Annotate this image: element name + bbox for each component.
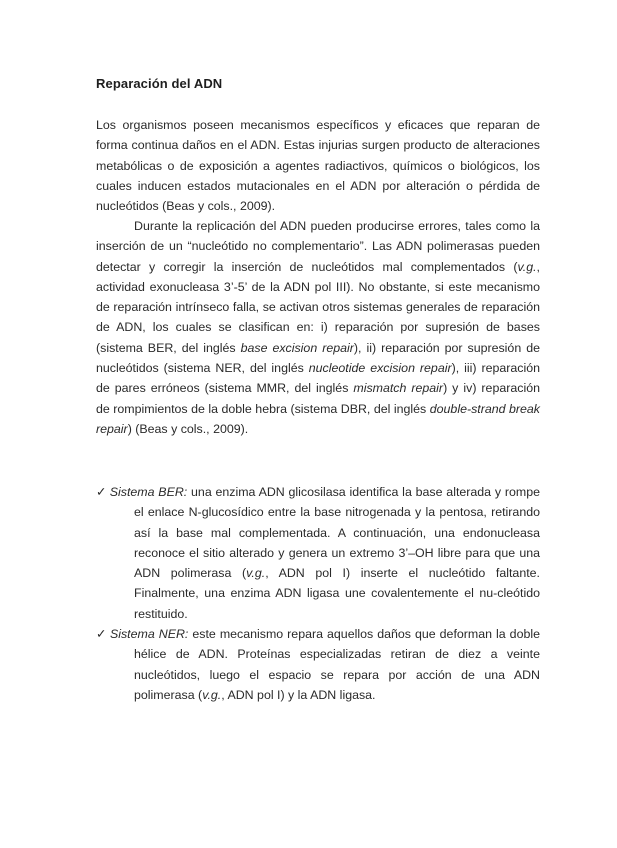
- paragraph-replication: [96, 216, 540, 439]
- list-item-lead: [96, 485, 187, 499]
- list-item-text: , ADN pol I) inserte el nucleótido faltante. Finalmente, una enzima ADN ligasa une covalentemente el nu-cleótido restituido.: [134, 566, 540, 621]
- list-item-text: este mecanismo repara aquellos daños que deforman la doble hélice de ADN. Proteínas especializadas retiran de diez a veinte nucleótidos, luego el espacio se repara por acción de una ADN polimerasa (: [134, 627, 541, 702]
- section-heading: Reparación del ADN: [96, 76, 223, 91]
- list-item-term: Sistema NER:: [109, 627, 189, 641]
- paragraph-text: ) (Beas y cols., 2009).: [127, 421, 249, 436]
- term-dbr-english: double-strand break repair: [96, 401, 540, 436]
- paragraph-text: Durante la replicación del ADN pueden producirse errores, tales como la inserción de un “nucleótido no complementario”. Las ADN polimerasas pueden detectar y corregir la inserción de nucleótidos mal complementados (: [96, 219, 540, 274]
- list-item-ber: [96, 482, 540, 624]
- checkmark-icon: ✓: [96, 485, 107, 499]
- paragraph-text: ), iii) reparación de pares erróneos (sistema MMR, del inglés: [96, 361, 541, 396]
- paragraph-text: , actividad exonucleasa 3’-5’ de la ADN pol III). No obstante, si este mecanismo de reparación intrínseco falla, se activan otros sistemas generales de reparación de ADN, los cuales se clasifican en: i) reparación por supresión de bases (sistema BER, del inglés: [96, 259, 540, 355]
- term-ber-english: base excision repair: [240, 340, 354, 355]
- checkmark-icon: ✓: [96, 627, 107, 641]
- list-item-lead: [96, 627, 188, 641]
- abbrev-vg: v.g.: [202, 687, 222, 702]
- list-item-ner: [96, 624, 540, 705]
- term-mmr-english: mismatch repair: [353, 381, 444, 396]
- abbrev-vg: v.g.: [517, 259, 537, 274]
- paragraph-text: ), ii) reparación por supresión de nucleótidos (sistema NER, del inglés: [96, 340, 540, 376]
- list-item-term: Sistema BER:: [109, 485, 188, 499]
- abbrev-vg: v.g.: [246, 566, 266, 581]
- list-item-text: , ADN pol I) y la ADN ligasa.: [221, 687, 376, 702]
- term-ner-english: nucleotide excision repair: [308, 361, 452, 376]
- paragraph-text: ) y iv) reparación de rompimientos de la doble hebra (sistema DBR, del inglés: [96, 381, 540, 416]
- list-item-text: una enzima ADN glicosilasa identifica la base alterada y rompe el enlace N-glucosídico entre la base nitrogenada y la pentosa, retirando así la base mal complementada. A continuación, una endonucleasa reconoce el sitio alterado y genera un extremo 3’–OH libre para que una ADN polimerasa (: [134, 485, 540, 581]
- paragraph-intro: Los organismos poseen mecanismos específicos y eficaces que reparan de forma continua daños en el ADN. Estas injurias surgen producto de alteraciones metabólicas o de exposición a agentes radiactivos, químicos o biológicos, los cuales inducen estados mutacionales en el ADN por alteración o pérdida de nucleótidos (Beas y cols., 2009).: [96, 118, 540, 214]
